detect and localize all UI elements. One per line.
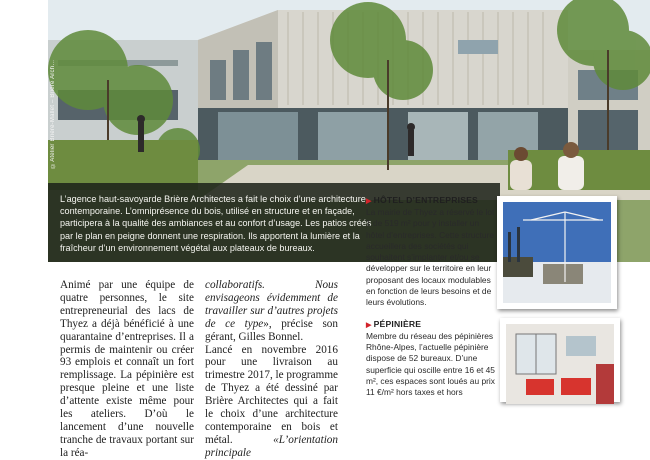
red-triangle-icon: ▶: [366, 198, 372, 205]
office-interior-image: [506, 324, 614, 404]
photo-credit: ©Atelier Brière-Mallet – Brière Arch…: [50, 59, 56, 168]
hotel-heading-text: HÔTEL D’ENTREPRISES: [373, 195, 478, 205]
body-column-1: Animé par une équipe de quatre personnes, le site entrepreneurial des lacs de Thyez a déjà bénéficié à une quarantaine d’entreprises. Il a permis de maintenir ou créer 93 emplois et connaît un fort remplissage. La pépinière est presque pleine et une liste d’attente existe même pour les ateliers. D’où le lancement d’une nouvelle tranche de travaux portant sur la réa-: [60, 279, 194, 459]
sidebar: [366, 195, 521, 402]
quote-attribution: », précise son gérant, Gilles Bonnel.: [205, 317, 338, 343]
hotel-paragraph: La mairie de Thyez a réservé le lot 1 de 519 m² pour y installer un hôtel d’entreprises. Cette structure accueillera des sociétés qui souhaitent s’implanter et/ou se développer sur le territoire en leur proposant des locaux modulables en fonction de leurs besoins et de leurs évolutions.: [366, 207, 495, 308]
hotel-heading: [366, 195, 521, 205]
programme-paragraph: Lancé en novembre 2016 pour une livraison au trimestre 2017, le programme de Thyez a été dessiné par Brière Architectes qui a fait le choix d’une architecture contemporaine en bois et métal.: [205, 343, 338, 446]
programme-quote-start: «L’orientation principale: [205, 433, 338, 459]
pepiniere-heading: [366, 319, 521, 329]
quote-italic: collaboratifs. Nous envisageons évidemment de travailler sur d’autres projets de ce type: [205, 279, 338, 330]
pepiniere-heading-text: PÉPINIÈRE: [373, 318, 422, 329]
photo-caption-text: L’agence haut-savoyarde Brière Architectes a fait le choix d’une architecture contemporaine. L’omniprésence du bois, utilisé en structure et en façade, participera à la qualité des ambiances et au confort d’usage. Les patios créés par le plan en peigne donnent une respiration. Ils apportent la lumière et la fraîcheur d’un environnement végétal aux plateaux de bureaux.: [60, 194, 372, 253]
body-column-2: [205, 279, 338, 460]
red-triangle-icon: ▶: [366, 321, 372, 329]
pepiniere-paragraph: Membre du réseau des pépinières Rhône-Alpes, l’actuelle pépinière dispose de 52 bureaux. D’une superficie qui oscille entre 16 et 45 m², ces espaces sont loués au prix 11 €/m² hors taxes et hors: [366, 330, 495, 398]
